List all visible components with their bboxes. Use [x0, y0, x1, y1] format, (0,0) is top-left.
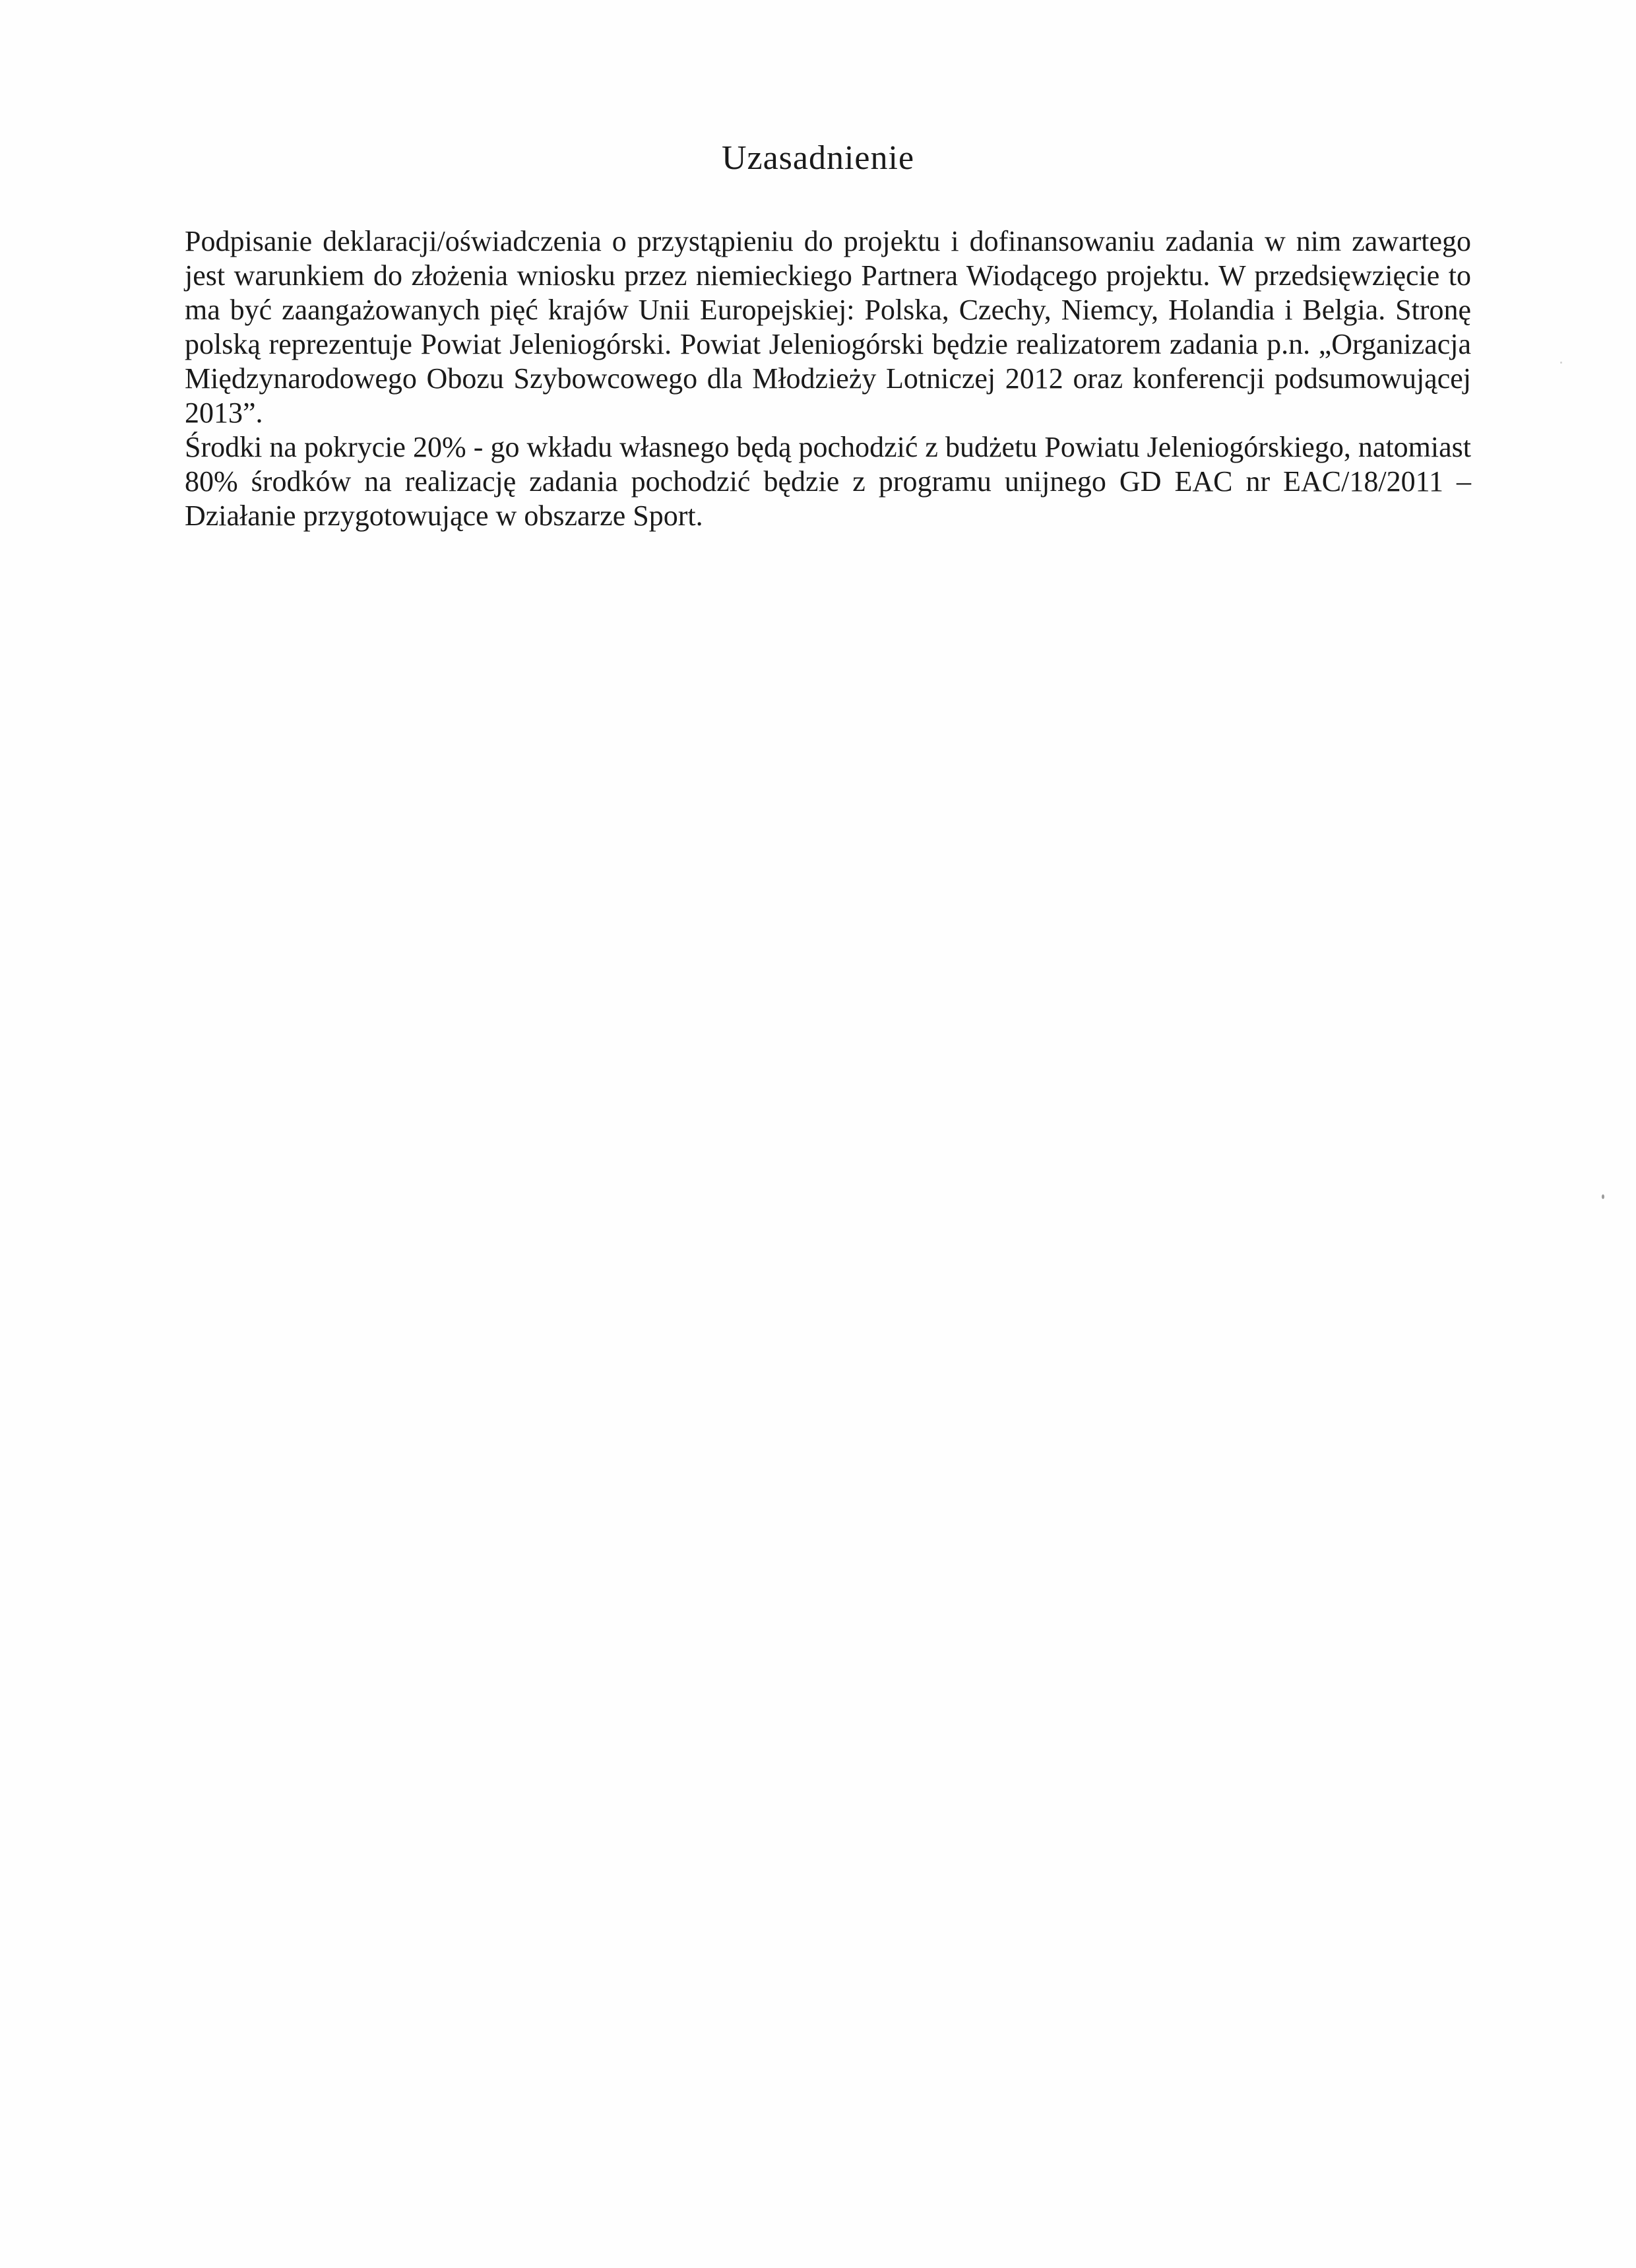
- scan-speck: [1560, 362, 1562, 364]
- document-body: [185, 224, 1471, 533]
- scan-speck: [1602, 1194, 1604, 1199]
- document-title: Uzasadnienie: [721, 139, 915, 177]
- paragraph-1: Podpisanie deklaracji/oświadczenia o przystąpieniu do projektu i dofinansowaniu zadania w nim zawartego jest warunkiem do złożenia wniosku przez niemieckiego Partnera Wiodącego projektu. W przedsięwzięcie to ma być zaangażowanych pięć krajów Unii Europejskiej: Polska, Czechy, Niemcy, Holandia i Belgia. Stronę polską reprezentuje Powiat Jeleniogórski. Powiat Jeleniogórski będzie realizatorem zadania p.n. „Organizacja Międzynarodowego Obozu Szybowcowego dla Młodzieży Lotniczej 2012 oraz konferencji podsumowującej 2013”.: [185, 225, 1471, 429]
- paragraph-2: Środki na pokrycie 20% - go wkładu własnego będą pochodzić z budżetu Powiatu Jeleniogórskiego, natomiast 80% środków na realizację zadania pochodzić będzie z programu unijnego GD EAC nr EAC/18/2011 – Działanie przygotowujące w obszarze Sport.: [185, 431, 1471, 532]
